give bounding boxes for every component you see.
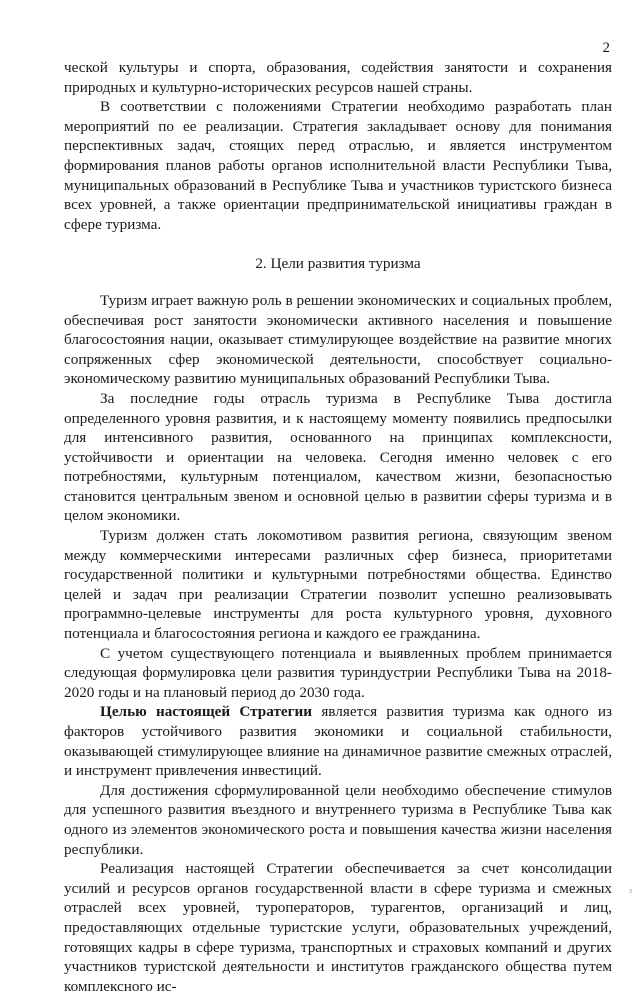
paragraph-strategy-goal [64,702,612,780]
page-number: 2 [602,40,610,56]
footer-mark: ² [629,887,632,897]
paragraph-recent-years: За последние годы отрасль туризма в Республике Тыва достигла определенного уровня развития, и к настоящему моменту появились предпосылки для интенсивного развития, основанного на принципах комплексности, устойчивости и ориентации на человека. Сегодня именно человек с его потребностями, культурным потенциалом, качеством жизни, безопасностью становится центральным звеном и основной целью в развитии сферы туризма и в целом экономики. [64,389,612,525]
paragraph-goal-formulation: С учетом существующего потенциала и выявленных проблем принимается следующая формулировка цели развития туриндустрии Республики Тыва на 2018-2020 годы и на плановый период до 2030 года. [64,644,612,701]
section-title: 2. Цели развития туризма [255,255,421,273]
paragraph-tourism-role: Туризм играет важную роль в решении экономических и социальных проблем, обеспечивая рост занятости экономически активного населения и повышение благосостояния нации, оказывает стимулирующее воздействие на развитие многих сопряженных сфер экономической деятельности, способствует социально-экономическому развитию муниципальных образований Республики Тыва. [64,291,612,388]
document-body [64,58,612,996]
paragraph-continuation: ческой культуры и спорта, образования, содействия занятости и сохранения природных и культурно-исторических ресурсов нашей страны. [64,59,612,96]
goal-text: является развития туризма как одного из факторов устойчивого развития экономики и социальной стабильности, оказывающей стимулирующее влияние на динамичное развитие смежных отраслей, и инструмент привлечения инвестиций. [64,703,612,780]
goal-lead-bold: Целью настоящей Стратегии [100,703,313,721]
paragraph-implementation: Реализация настоящей Стратегии обеспечивается за счет консолидации усилий и ресурсов органов государственной власти в сфере туризма и смежных отраслей всех уровней, туроператоров, турагентов, организаций и лиц, предоставляющих отдельные туристские услуги, образовательных учреждений, готовящих кадры в сфере туризма, транспортных и страховых компаний и других участников туристской деятельности и институтов гражданского общества путем комплексного ис- [64,860,612,995]
paragraph-strategy-plan: В соответствии с положениями Стратегии необходимо разработать план мероприятий по ее реализации. Стратегия закладывает основу для понимания перспективных задач, стоящих перед отраслью, и является инструментом формирования планов работы органов исполнительной власти Республики Тыва, муниципальных образований в Республике Тыва и участников туристского бизнеса всех уровней, а также ориентации предпринимательской инициативы граждан в сфере туризма. [64,98,612,233]
paragraph-incentives: Для достижения сформулированной цели необходимо обеспечение стимулов для успешного развития въездного и внутреннего туризма в Республике Тыва как одного из элементов экономического роста и повышения качества жизни населения республики. [64,781,612,858]
paragraph-locomotive: Туризм должен стать локомотивом развития региона, связующим звеном между коммерческими интересами различных сфер бизнеса, приоритетами государственной политики и культурными потребностями общества. Единство целей и задач при реализации Стратегии позволит успешно реализовывать программно-целевые инструменты для роста культурного уровня, духовного потенциала и благосостояния региона и каждого ее гражданина. [64,527,612,643]
